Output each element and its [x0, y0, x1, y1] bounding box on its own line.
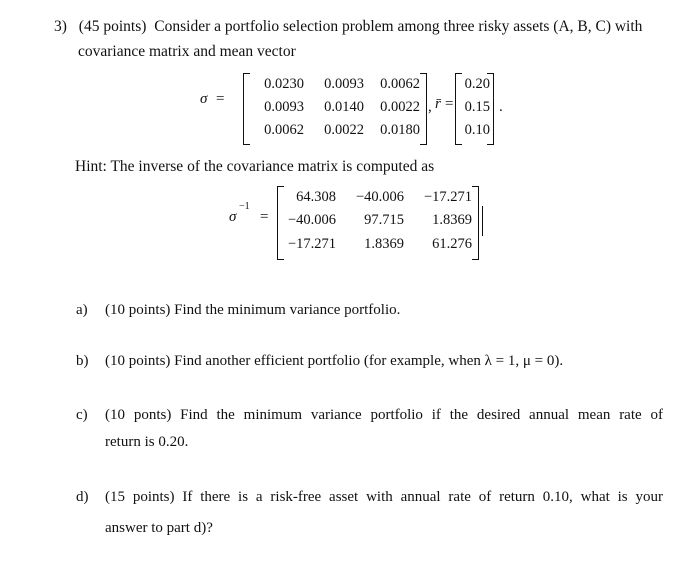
sigma-cell: 0.0230: [264, 76, 304, 92]
rbar-cell: 0.20: [464, 76, 490, 92]
sigma-comma: ,: [428, 99, 432, 115]
sigma-inverse-equals: =: [260, 209, 269, 225]
inverse-bar: [482, 206, 483, 236]
sigma-cell: 0.0093: [264, 99, 304, 115]
sigma-right-bracket: [420, 73, 427, 145]
inverse-cell: 64.308: [296, 189, 336, 205]
problem-header: [54, 17, 642, 36]
part-a-text: (10 points) Find the minimum variance portfolio.: [105, 302, 401, 318]
part-d-text-line1: (15 points) If there is a risk-free asset with annual rate of return 0.10, what is your: [105, 489, 663, 505]
rbar-equals: =: [445, 96, 454, 112]
sigma-cell: 0.0140: [324, 99, 364, 115]
sigma-symbol: σ: [200, 91, 208, 107]
problem-intro-line1: Consider a portfolio selection problem among three risky assets (A, B, C) with: [154, 18, 643, 35]
sigma-inverse-superscript: −1: [239, 201, 250, 212]
inverse-cell: −17.271: [423, 189, 472, 205]
problem-number: 3): [54, 18, 67, 35]
inverse-cell: 1.8369: [364, 236, 404, 252]
hint-text: Hint: The inverse of the covariance matrix is computed as: [75, 158, 435, 175]
inverse-cell: 1.8369: [432, 212, 472, 228]
part-c-line1: [105, 406, 663, 425]
inverse-cell: 61.276: [432, 236, 472, 252]
sigma-cell: 0.0180: [380, 122, 420, 138]
sigma-left-bracket: [243, 73, 250, 145]
sigma-inverse-symbol: σ: [229, 209, 237, 225]
rbar-period: .: [499, 99, 503, 115]
sigma-equals: =: [216, 91, 225, 107]
inverse-right-bracket: [472, 186, 479, 260]
problem-points: (45 points): [78, 18, 147, 35]
part-c-text-line1: (10 ponts) Find the minimum variance portfolio if the desired annual mean rate of: [105, 407, 663, 423]
inverse-cell: −40.006: [287, 212, 336, 228]
sigma-cell: 0.0022: [324, 122, 364, 138]
inverse-cell: −17.271: [287, 236, 336, 252]
part-c-label: c): [76, 407, 88, 423]
problem-intro-line2: covariance matrix and mean vector: [78, 43, 296, 60]
sigma-cell: 0.0022: [380, 99, 420, 115]
sigma-cell: 0.0062: [380, 76, 420, 92]
inverse-cell: 97.715: [364, 212, 404, 228]
part-b-label: b): [76, 353, 89, 369]
part-d-line1: [105, 488, 663, 507]
part-b-text: (10 points) Find another efficient portfolio (for example, when λ = 1, μ = 0).: [105, 353, 564, 369]
part-d-label: d): [76, 489, 89, 505]
part-a-label: a): [76, 302, 88, 318]
inverse-cell: −40.006: [355, 189, 404, 205]
part-c-text-line2: return is 0.20.: [105, 434, 189, 450]
sigma-cell: 0.0093: [324, 76, 364, 92]
rbar-symbol: r̄: [435, 96, 441, 112]
rbar-cell: 0.15: [464, 99, 490, 115]
rbar-cell: 0.10: [464, 122, 490, 138]
part-d-text-line2: answer to part d)?: [105, 520, 213, 536]
sigma-cell: 0.0062: [264, 122, 304, 138]
